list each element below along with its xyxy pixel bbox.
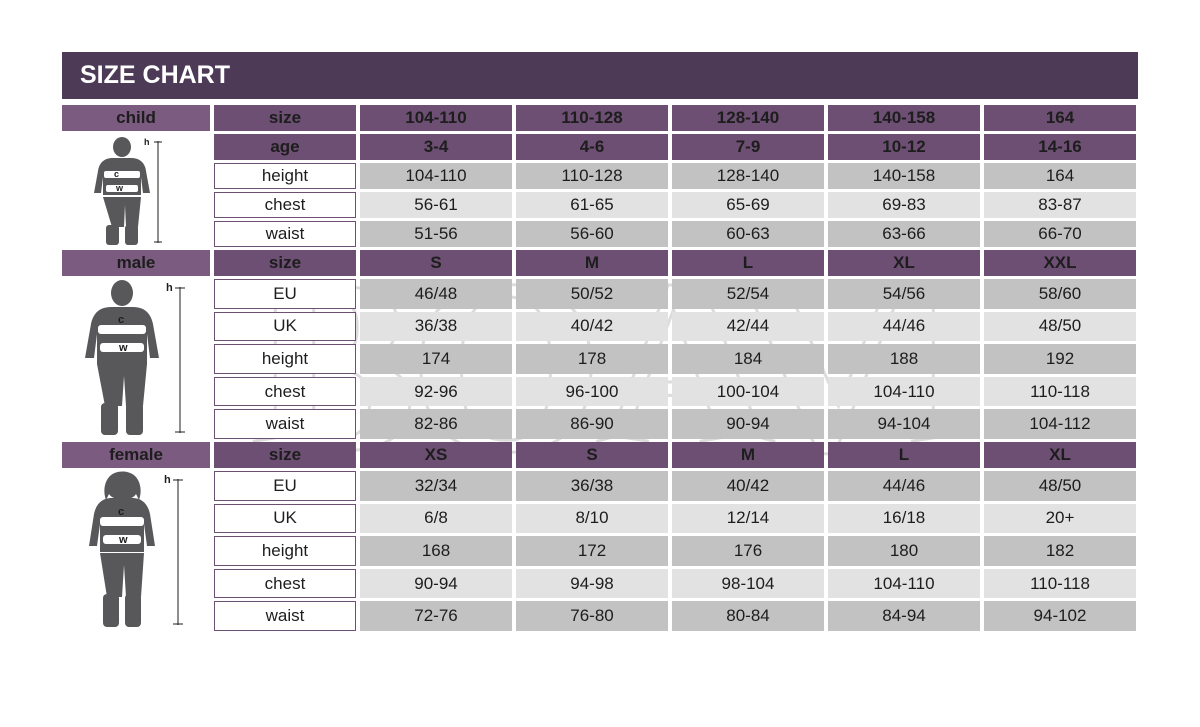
value-cell: 58/60 [984,279,1136,309]
size-header-cell: L [828,442,980,468]
female-figure-cell [62,471,210,631]
svg-text:h: h [144,136,150,147]
value-cell: 46/48 [360,279,512,309]
svg-text:c: c [118,506,125,518]
table-row [62,163,1136,189]
table-row [62,536,1136,566]
table-row [62,504,1136,534]
svg-text:c: c [114,168,120,179]
row-label-chest: chest [214,192,356,218]
svg-text:c: c [118,314,125,326]
svg-text:w: w [119,342,128,354]
age-header-cell: 7-9 [672,134,824,160]
size-header-cell: 140-158 [828,105,980,131]
value-cell: 174 [360,344,512,374]
value-cell: 188 [828,344,980,374]
value-cell: 110-118 [984,377,1136,407]
row-label-uk: UK [214,504,356,534]
row-label-size: size [214,442,356,468]
size-header-cell: S [360,250,512,276]
table-row [62,344,1136,374]
category-header-male: male [62,250,210,276]
row-label-waist: waist [214,409,356,439]
value-cell: 168 [360,536,512,566]
value-cell: 40/42 [516,312,668,342]
size-header-cell: M [672,442,824,468]
male-figure-cell [62,279,210,439]
size-header-cell: S [516,442,668,468]
value-cell: 164 [984,163,1136,189]
size-header-cell: 104-110 [360,105,512,131]
table-row [62,192,1136,218]
value-cell: 42/44 [672,312,824,342]
age-header-cell: 4-6 [516,134,668,160]
value-cell: 84-94 [828,601,980,631]
value-cell: 140-158 [828,163,980,189]
value-cell: 51-56 [360,221,512,247]
value-cell: 110-118 [984,569,1136,599]
value-cell: 180 [828,536,980,566]
value-cell: 76-80 [516,601,668,631]
row-label-chest: chest [214,569,356,599]
size-header-cell: 164 [984,105,1136,131]
row-label-size: size [214,250,356,276]
value-cell: 100-104 [672,377,824,407]
value-cell: 94-98 [516,569,668,599]
value-cell: 104-110 [360,163,512,189]
value-cell: 60-63 [672,221,824,247]
value-cell: 66-70 [984,221,1136,247]
child-body-icon [70,135,202,247]
size-header-cell: L [672,250,824,276]
value-cell: 65-69 [672,192,824,218]
row-label-eu: EU [214,279,356,309]
value-cell: 104-110 [828,377,980,407]
size-header-cell: XS [360,442,512,468]
value-cell: 36/38 [516,471,668,501]
value-cell: 50/52 [516,279,668,309]
size-header-cell: XL [984,442,1136,468]
value-cell: 20+ [984,504,1136,534]
value-cell: 63-66 [828,221,980,247]
size-header-cell: 128-140 [672,105,824,131]
row-label-uk: UK [214,312,356,342]
value-cell: 182 [984,536,1136,566]
male-figure [62,279,210,439]
table-row [62,471,1136,501]
age-header-cell: 3-4 [360,134,512,160]
table-row [62,601,1136,631]
row-label-age: age [214,134,356,160]
value-cell: 80-84 [672,601,824,631]
value-cell: 69-83 [828,192,980,218]
row-label-size: size [214,105,356,131]
row-label-height: height [214,536,356,566]
row-label-waist: waist [214,221,356,247]
size-header-cell: M [516,250,668,276]
value-cell: 12/14 [672,504,824,534]
male-body-icon [70,279,202,439]
category-header-child: child [62,105,210,131]
table-row [62,279,1136,309]
value-cell: 90-94 [672,409,824,439]
value-cell: 90-94 [360,569,512,599]
value-cell: 8/10 [516,504,668,534]
table-row [62,442,1136,468]
category-header-female: female [62,442,210,468]
value-cell: 128-140 [672,163,824,189]
table-row [62,250,1136,276]
table-row [62,221,1136,247]
value-cell: 94-102 [984,601,1136,631]
svg-text:h: h [164,474,171,486]
value-cell: 52/54 [672,279,824,309]
value-cell: 32/34 [360,471,512,501]
value-cell: 48/50 [984,471,1136,501]
value-cell: 104-110 [828,569,980,599]
age-header-cell: 10-12 [828,134,980,160]
row-label-chest: chest [214,377,356,407]
value-cell: 56-60 [516,221,668,247]
value-cell: 86-90 [516,409,668,439]
svg-text:h: h [166,282,173,294]
value-cell: 36/38 [360,312,512,342]
value-cell: 98-104 [672,569,824,599]
value-cell: 104-112 [984,409,1136,439]
child-figure-cell [62,134,210,247]
size-header-cell: 110-128 [516,105,668,131]
value-cell: 56-61 [360,192,512,218]
table-row [62,312,1136,342]
value-cell: 92-96 [360,377,512,407]
value-cell: 184 [672,344,824,374]
value-cell: 96-100 [516,377,668,407]
svg-text:w: w [116,182,124,193]
age-header-cell: 14-16 [984,134,1136,160]
chart-title-bar [62,52,1138,99]
value-cell: 94-104 [828,409,980,439]
size-header-cell: XXL [984,250,1136,276]
table-row [62,569,1136,599]
value-cell: 192 [984,344,1136,374]
row-label-height: height [214,163,356,189]
value-cell: 54/56 [828,279,980,309]
value-cell: 61-65 [516,192,668,218]
row-label-height: height [214,344,356,374]
value-cell: 178 [516,344,668,374]
value-cell: 44/46 [828,471,980,501]
value-cell: 110-128 [516,163,668,189]
row-label-waist: waist [214,601,356,631]
value-cell: 16/18 [828,504,980,534]
value-cell: 176 [672,536,824,566]
size-chart [62,52,1138,634]
row-label-eu: EU [214,471,356,501]
female-figure [62,471,210,631]
value-cell: 40/42 [672,471,824,501]
page-title: SIZE CHART [80,61,230,89]
child-figure [62,135,210,247]
value-cell: 72-76 [360,601,512,631]
value-cell: 83-87 [984,192,1136,218]
value-cell: 48/50 [984,312,1136,342]
female-body-icon [70,471,202,631]
value-cell: 82-86 [360,409,512,439]
table-row [62,105,1136,131]
value-cell: 172 [516,536,668,566]
table-row [62,134,1136,160]
size-table [58,102,1140,634]
value-cell: 6/8 [360,504,512,534]
value-cell: 44/46 [828,312,980,342]
svg-text:w: w [119,534,128,546]
table-row [62,377,1136,407]
table-row [62,409,1136,439]
size-header-cell: XL [828,250,980,276]
